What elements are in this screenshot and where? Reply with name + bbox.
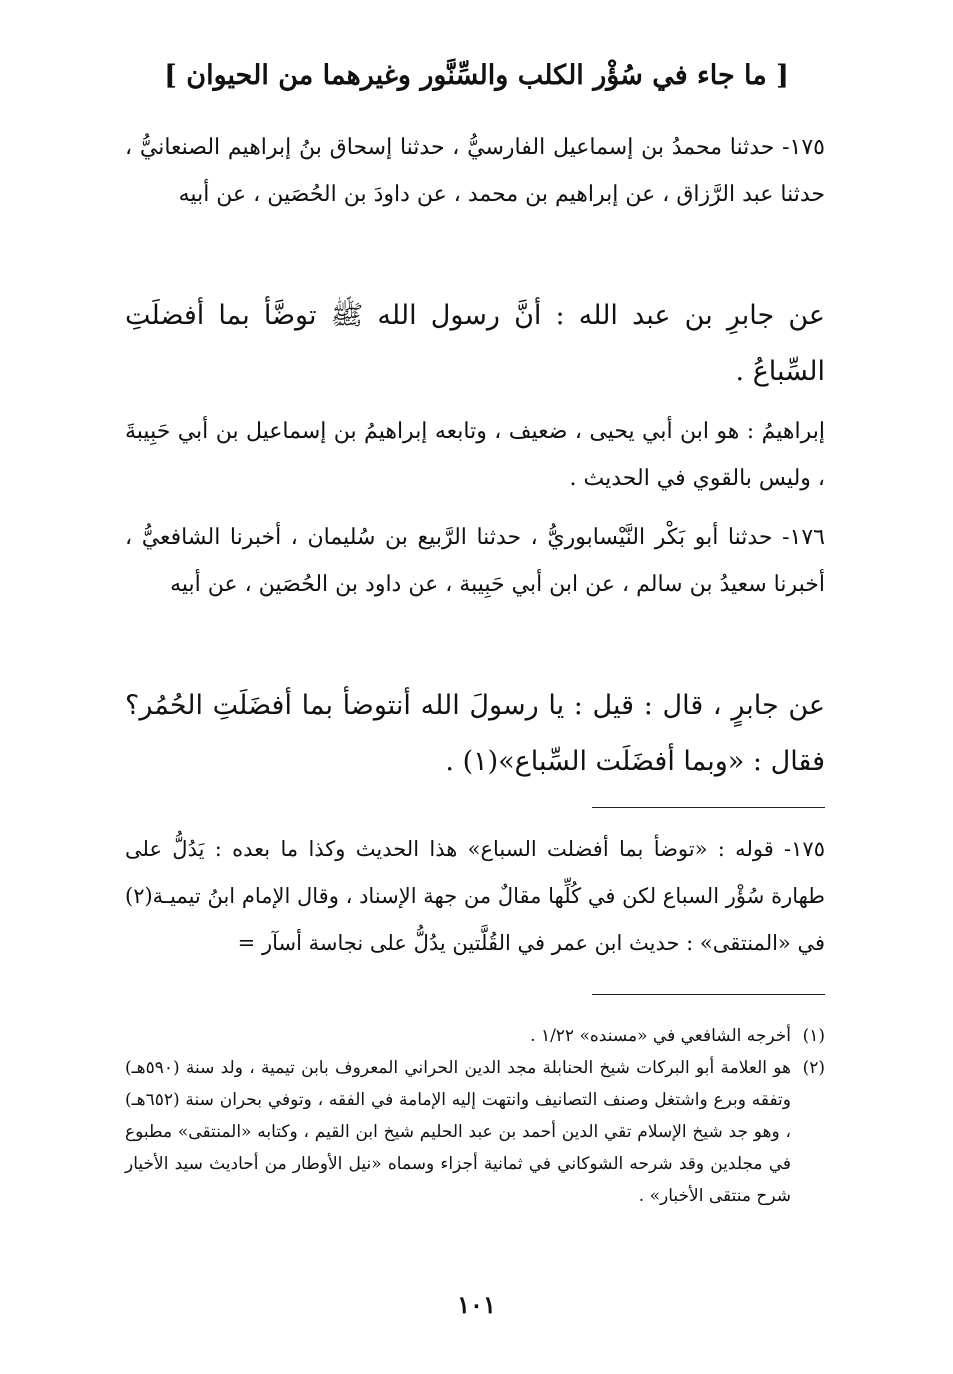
commentary-separator <box>592 807 825 808</box>
footnote-number: (١) <box>802 1026 825 1046</box>
page-number: ١٠١ <box>457 1290 496 1319</box>
footnote-text: هو العلامة أبو البركات شيخ الحنابلة مجد الدين الحراني المعروف بابن تيمية ، ولد سنة (٥٩٠هـ) وتفقه وبرع واشتغل وصنف التصانيف وانتهت إليه الإمامة في الفقه ، وتوفي بحران سنة (٦٥٢هـ) ، وهو جد شيخ الإسلام تقي الدين أحمد بن عبد الحليم شيخ ابن القيم ، وكتابه «المنتقى» مطبوع في مجلدين وقد شرحه الشوكاني في ثمانية أجزاء وسماه «نيل الأوطار من أحاديث سيد الأخيار شرح منتقى الأخبار» . <box>125 1058 791 1206</box>
footnote-item <box>125 1052 825 1212</box>
footnote-text: أخرجه الشافعي في «مسنده» ١/٢٢ . <box>530 1026 791 1046</box>
commentary-text: ١٧٥- قوله : «توضأ بما أفضلت السباع» هذا الحديث وكذا ما بعده : يَدُلُّ على طهارة سُؤْر السباع لكن في كُلِّها مقالٌ من جهة الإسناد ، وقال الإمام ابنُ تيميـة(٢) في «المنتقى» : حديث ابن عمر في القُلَّتين يدُلُّ على نجاسة أسآر = <box>125 837 825 955</box>
hadith-175-matn: عن جابرِ بن عبد الله : أنَّ رسول الله ﷺ توضَّأ بما أفضلَتِ السِّباعُ . <box>125 300 825 387</box>
footnote-item <box>125 1020 825 1052</box>
hadith-176-matn: عن جابرٍ ، قال : قيل : يا رسولَ الله أنتوضأ بما أفضَلَتِ الحُمُر؟ فقال : «وبما أفضَلَت السِّباع»(١) . <box>125 690 825 777</box>
footnotes <box>125 1020 825 1212</box>
hadith-175-isnad: ١٧٥- حدثنا محمدُ بن إسماعيل الفارسيُّ ، حدثنا إسحاق بنُ إبراهيم الصنعانيُّ ، حدثنا عبد الرَّزاق ، عن إبراهيم بن محمد ، عن داودَ بن الحُصَين ، عن أبيه <box>125 135 825 207</box>
footnote-separator <box>592 994 825 995</box>
footnote-number: (٢) <box>802 1058 825 1078</box>
chapter-title: [ ما جاء في سُؤْر الكلب والسِّنَّور وغيرهما من الحيوان ] <box>164 60 789 91</box>
hadith-175-note: إبراهيمُ : هو ابن أبي يحيى ، ضعيف ، وتابعه إبراهيمُ بن إسماعيل بن أبي حَبِيبةَ ، وليس بالقوي في الحديث . <box>125 419 825 491</box>
hadith-176-isnad: ١٧٦- حدثنا أبو بَكْر النَّيْسابوريُّ ، حدثنا الرَّبيع بن سُليمان ، أخبرنا الشافعيُّ ، أخبرنا سعيدُ بن سالم ، عن ابن أبي حَبِيبة ، عن داود بن الحُصَين ، عن أبيه <box>125 525 825 597</box>
